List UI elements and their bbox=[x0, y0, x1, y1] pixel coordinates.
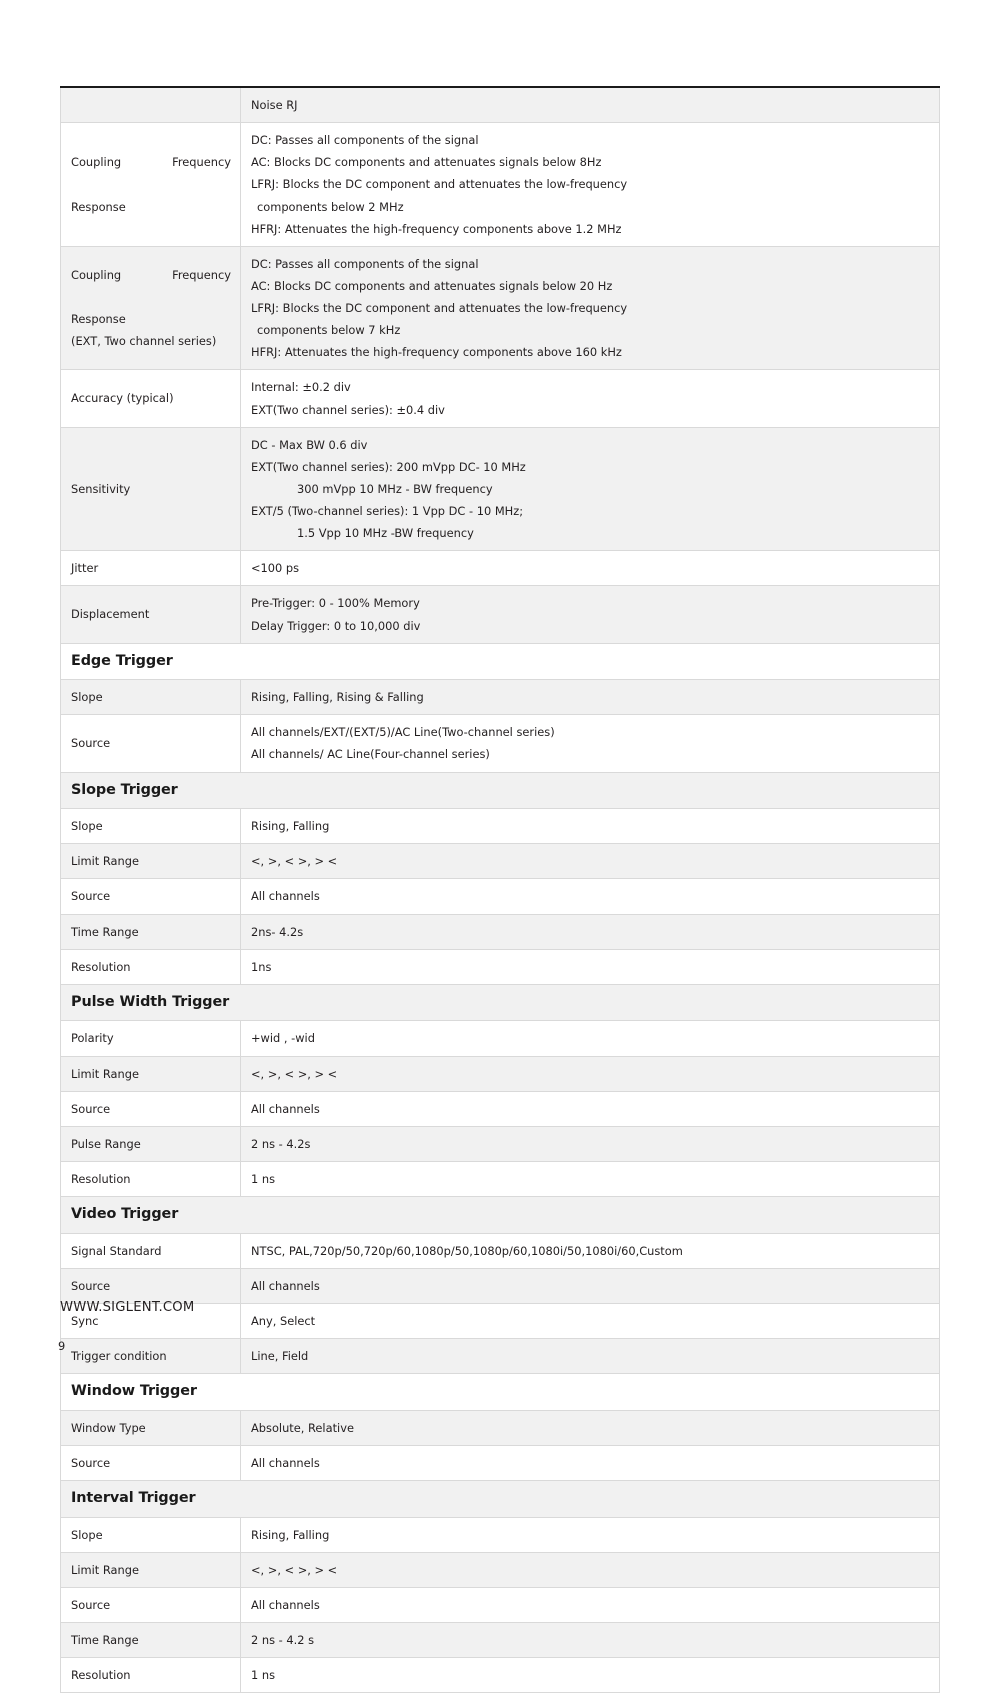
spec-value-line: LFRJ: Blocks the DC component and attenuates the low-frequency bbox=[251, 177, 628, 192]
spec-label-line: Source bbox=[71, 1597, 111, 1612]
table-row bbox=[61, 879, 940, 914]
table-row bbox=[61, 1268, 940, 1303]
spec-value-cell bbox=[241, 1021, 940, 1056]
spec-value-line: HFRJ: Attenuates the high-frequency components above 1.2 MHz bbox=[251, 221, 622, 236]
spec-value-line: <100 ps bbox=[251, 561, 300, 576]
spec-label-line: Limit Range bbox=[71, 1066, 139, 1081]
spec-label-line: Source bbox=[71, 1455, 111, 1470]
spec-label-line: Time Range bbox=[71, 924, 139, 939]
spec-label-cell bbox=[61, 1233, 241, 1268]
spec-value-line: NTSC, PAL,720p/50,720p/60,1080p/50,1080p/60,1080i/50,1080i/60,Custom bbox=[251, 1243, 683, 1258]
spec-value-cell bbox=[241, 123, 940, 247]
spec-label-cell bbox=[61, 949, 241, 984]
spec-label-line: Polarity bbox=[71, 1031, 114, 1046]
spec-label-line: Response bbox=[71, 199, 126, 214]
spec-label-cell bbox=[61, 1445, 241, 1480]
table-row bbox=[61, 123, 940, 247]
spec-value-cell bbox=[241, 809, 940, 844]
spec-label-line: Resolution bbox=[71, 1171, 131, 1186]
spec-value-cell bbox=[241, 1339, 940, 1374]
table-row bbox=[61, 1445, 940, 1480]
spec-value-cell bbox=[241, 427, 940, 551]
spec-label-line: Signal Standard bbox=[71, 1243, 162, 1258]
spec-value-line: DC: Passes all components of the signal bbox=[251, 133, 479, 148]
spec-label-cell bbox=[61, 1623, 241, 1658]
spec-label-cell bbox=[61, 370, 241, 427]
section-title: Edge Trigger bbox=[61, 643, 940, 680]
spec-value-cell bbox=[241, 1126, 940, 1161]
spec-label-line: Sync bbox=[71, 1313, 99, 1328]
spec-value-line: All channels/EXT/(EXT/5)/AC Line(Two-channel series) bbox=[251, 725, 555, 740]
section-title: Pulse Width Trigger bbox=[61, 984, 940, 1021]
spec-value-line: All channels bbox=[251, 1278, 320, 1293]
table-row bbox=[61, 1410, 940, 1445]
spec-label-cell bbox=[61, 1126, 241, 1161]
table-section-header-row bbox=[61, 1374, 940, 1411]
spec-label-line: Slope bbox=[71, 1527, 103, 1542]
spec-label-line: Coupling Frequency bbox=[71, 267, 231, 282]
spec-label-cell bbox=[61, 844, 241, 879]
table-row bbox=[61, 1587, 940, 1622]
table-row bbox=[61, 949, 940, 984]
table-row bbox=[61, 1021, 940, 1056]
spec-value-line: 1 ns bbox=[251, 1668, 276, 1683]
section-title: Video Trigger bbox=[61, 1197, 940, 1234]
spec-value-line: AC: Blocks DC components and attenuates signals below 8Hz bbox=[251, 155, 602, 170]
spec-value-line: EXT(Two channel series): ±0.4 div bbox=[251, 402, 445, 417]
spec-value-cell bbox=[241, 1056, 940, 1091]
spec-label-cell bbox=[61, 1268, 241, 1303]
spec-label-line: Slope bbox=[71, 819, 103, 834]
table-row bbox=[61, 1339, 940, 1374]
spec-label-line: Source bbox=[71, 1278, 111, 1293]
spec-label-cell bbox=[61, 715, 241, 772]
spec-value-cell bbox=[241, 879, 940, 914]
spec-value-line: DC: Passes all components of the signal bbox=[251, 256, 479, 271]
spec-label-cell bbox=[61, 1056, 241, 1091]
spec-label-cell bbox=[61, 1587, 241, 1622]
table-row bbox=[61, 551, 940, 586]
spec-label-cell bbox=[61, 1410, 241, 1445]
table-row bbox=[61, 586, 940, 643]
spec-value-cell bbox=[241, 1161, 940, 1196]
spec-label-line: Jitter bbox=[71, 561, 99, 576]
spec-label-cell bbox=[61, 1552, 241, 1587]
section-title: Window Trigger bbox=[61, 1374, 940, 1411]
spec-value-cell bbox=[241, 1091, 940, 1126]
spec-value-cell bbox=[241, 1658, 940, 1693]
table-section-header-row bbox=[61, 1481, 940, 1518]
spec-label-cell bbox=[61, 123, 241, 247]
spec-label-cell bbox=[61, 551, 241, 586]
table-row bbox=[61, 370, 940, 427]
spec-value-line: <, >, < >, > < bbox=[251, 1562, 338, 1577]
table-section-header-row bbox=[61, 772, 940, 809]
spec-value-cell bbox=[241, 551, 940, 586]
spec-value-line: 1ns bbox=[251, 959, 272, 974]
section-title: Interval Trigger bbox=[61, 1481, 940, 1518]
table-row bbox=[61, 427, 940, 551]
spec-value-line: LFRJ: Blocks the DC component and attenuates the low-frequency bbox=[251, 301, 628, 315]
spec-label-cell bbox=[61, 427, 241, 551]
spec-label-cell bbox=[61, 1339, 241, 1374]
spec-value-line: <, >, < >, > < bbox=[251, 854, 338, 869]
spec-value-line: EXT/5 (Two-channel series): 1 Vpp DC - 10 MHz; bbox=[251, 504, 524, 518]
spec-value-cell bbox=[241, 844, 940, 879]
spec-value-line: Rising, Falling, Rising & Falling bbox=[251, 690, 424, 705]
spec-value-line: All channels bbox=[251, 1101, 320, 1116]
spec-label-cell bbox=[61, 809, 241, 844]
spec-value-cell bbox=[241, 1445, 940, 1480]
spec-value-line: All channels/ AC Line(Four-channel series) bbox=[251, 747, 490, 762]
spec-value-line: 1 ns bbox=[251, 1171, 276, 1186]
spec-value-line: 2 ns - 4.2 s bbox=[251, 1633, 315, 1648]
table-section-header-row bbox=[61, 643, 940, 680]
spec-value-line: AC: Blocks DC components and attenuates signals below 20 Hz bbox=[251, 278, 613, 293]
spec-value-line: Delay Trigger: 0 to 10,000 div bbox=[251, 618, 421, 633]
table-row bbox=[61, 87, 940, 123]
spec-value-line: Internal: ±0.2 div bbox=[251, 380, 351, 395]
spec-value-cell bbox=[241, 1623, 940, 1658]
spec-value-line: 1.5 Vpp 10 MHz -BW frequency bbox=[297, 526, 474, 541]
spec-label-line: Trigger condition bbox=[71, 1349, 167, 1364]
spec-label-cell bbox=[61, 1658, 241, 1693]
table-row bbox=[61, 1658, 940, 1693]
spec-label-cell bbox=[61, 1517, 241, 1552]
table-row bbox=[61, 844, 940, 879]
spec-value-line: +wid , -wid bbox=[251, 1031, 315, 1046]
spec-label-line: Accuracy (typical) bbox=[71, 391, 174, 406]
spec-label-line: Source bbox=[71, 1101, 111, 1116]
spec-label-line: Resolution bbox=[71, 959, 131, 974]
spec-label-line: Sensitivity bbox=[71, 481, 131, 496]
spec-label-line: Resolution bbox=[71, 1668, 131, 1683]
spec-label-line: Time Range bbox=[71, 1633, 139, 1648]
spec-label-cell bbox=[61, 1021, 241, 1056]
spec-value-cell bbox=[241, 1410, 940, 1445]
spec-label-cell bbox=[61, 586, 241, 643]
spec-value-cell bbox=[241, 586, 940, 643]
spec-value-line: Pre-Trigger: 0 - 100% Memory bbox=[251, 596, 420, 611]
spec-value-line: components below 2 MHz bbox=[257, 199, 404, 214]
spec-label-line: Source bbox=[71, 736, 111, 751]
spec-value-cell bbox=[241, 370, 940, 427]
table-row bbox=[61, 809, 940, 844]
spec-value-line: Any, Select bbox=[251, 1313, 316, 1328]
spec-value-cell bbox=[241, 914, 940, 949]
section-title: Slope Trigger bbox=[61, 772, 940, 809]
spec-label-cell bbox=[61, 879, 241, 914]
footer-website-url: WWW.SIGLENT.COM bbox=[60, 1300, 195, 1315]
spec-label-cell bbox=[61, 680, 241, 715]
spec-value-line: Noise RJ bbox=[251, 98, 298, 112]
spec-value-line: <, >, < >, > < bbox=[251, 1066, 338, 1081]
spec-label-line: Limit Range bbox=[71, 1562, 139, 1577]
spec-value-line: All channels bbox=[251, 1455, 320, 1470]
spec-value-cell bbox=[241, 680, 940, 715]
spec-value-cell bbox=[241, 1268, 940, 1303]
spec-value-cell bbox=[241, 949, 940, 984]
spec-label-cell bbox=[61, 914, 241, 949]
spec-value-line: EXT(Two channel series): 200 mVpp DC- 10 MHz bbox=[251, 459, 526, 474]
spec-value-line: Rising, Falling bbox=[251, 819, 330, 834]
spec-label-line: Coupling Frequency bbox=[71, 155, 231, 170]
spec-label-line: Source bbox=[71, 889, 111, 904]
table-row bbox=[61, 1126, 940, 1161]
spec-label-line: (EXT, Two channel series) bbox=[71, 334, 217, 349]
spec-value-cell bbox=[241, 1587, 940, 1622]
specifications-table bbox=[60, 86, 940, 1693]
spec-label-cell bbox=[61, 1161, 241, 1196]
spec-value-cell bbox=[241, 1233, 940, 1268]
table-section-header-row bbox=[61, 1197, 940, 1234]
spec-value-line: Absolute, Relative bbox=[251, 1420, 354, 1435]
table-row bbox=[61, 680, 940, 715]
spec-value-line: Rising, Falling bbox=[251, 1527, 330, 1542]
spec-value-cell bbox=[241, 1517, 940, 1552]
spec-label-line: Pulse Range bbox=[71, 1136, 141, 1151]
spec-value-line: components below 7 kHz bbox=[257, 323, 401, 338]
spec-value-cell bbox=[241, 1303, 940, 1338]
spec-value-cell bbox=[241, 246, 940, 370]
spec-value-line: 2ns- 4.2s bbox=[251, 924, 304, 939]
spec-value-line: 300 mVpp 10 MHz - BW frequency bbox=[297, 481, 493, 496]
spec-label-line: Window Type bbox=[71, 1420, 146, 1435]
table-row bbox=[61, 1233, 940, 1268]
table-row bbox=[61, 914, 940, 949]
spec-value-line: 2 ns - 4.2s bbox=[251, 1136, 311, 1151]
page-number: 9 bbox=[58, 1339, 66, 1353]
spec-value-line: Line, Field bbox=[251, 1349, 309, 1364]
spec-value-line: All channels bbox=[251, 889, 320, 904]
table-row bbox=[61, 715, 940, 772]
table-row bbox=[61, 1623, 940, 1658]
spec-value-line: All channels bbox=[251, 1597, 320, 1612]
spec-value-cell bbox=[241, 87, 940, 123]
table-row bbox=[61, 1552, 940, 1587]
spec-value-cell bbox=[241, 1552, 940, 1587]
table-row bbox=[61, 1091, 940, 1126]
spec-value-cell bbox=[241, 715, 940, 772]
spec-label-line: Response bbox=[71, 312, 126, 327]
spec-value-line: HFRJ: Attenuates the high-frequency components above 160 kHz bbox=[251, 345, 622, 360]
spec-label-line: Slope bbox=[71, 690, 103, 705]
table-row bbox=[61, 246, 940, 370]
spec-label-cell bbox=[61, 1091, 241, 1126]
table-section-header-row bbox=[61, 984, 940, 1021]
spec-label-cell bbox=[61, 87, 241, 123]
spec-label-line: Displacement bbox=[71, 607, 150, 622]
spec-value-line: DC - Max BW 0.6 div bbox=[251, 437, 368, 452]
table-row bbox=[61, 1056, 940, 1091]
spec-label-line: Limit Range bbox=[71, 854, 139, 869]
spec-label-cell bbox=[61, 246, 241, 370]
table-row bbox=[61, 1161, 940, 1196]
table-row bbox=[61, 1517, 940, 1552]
specifications-table-body bbox=[61, 87, 940, 1693]
